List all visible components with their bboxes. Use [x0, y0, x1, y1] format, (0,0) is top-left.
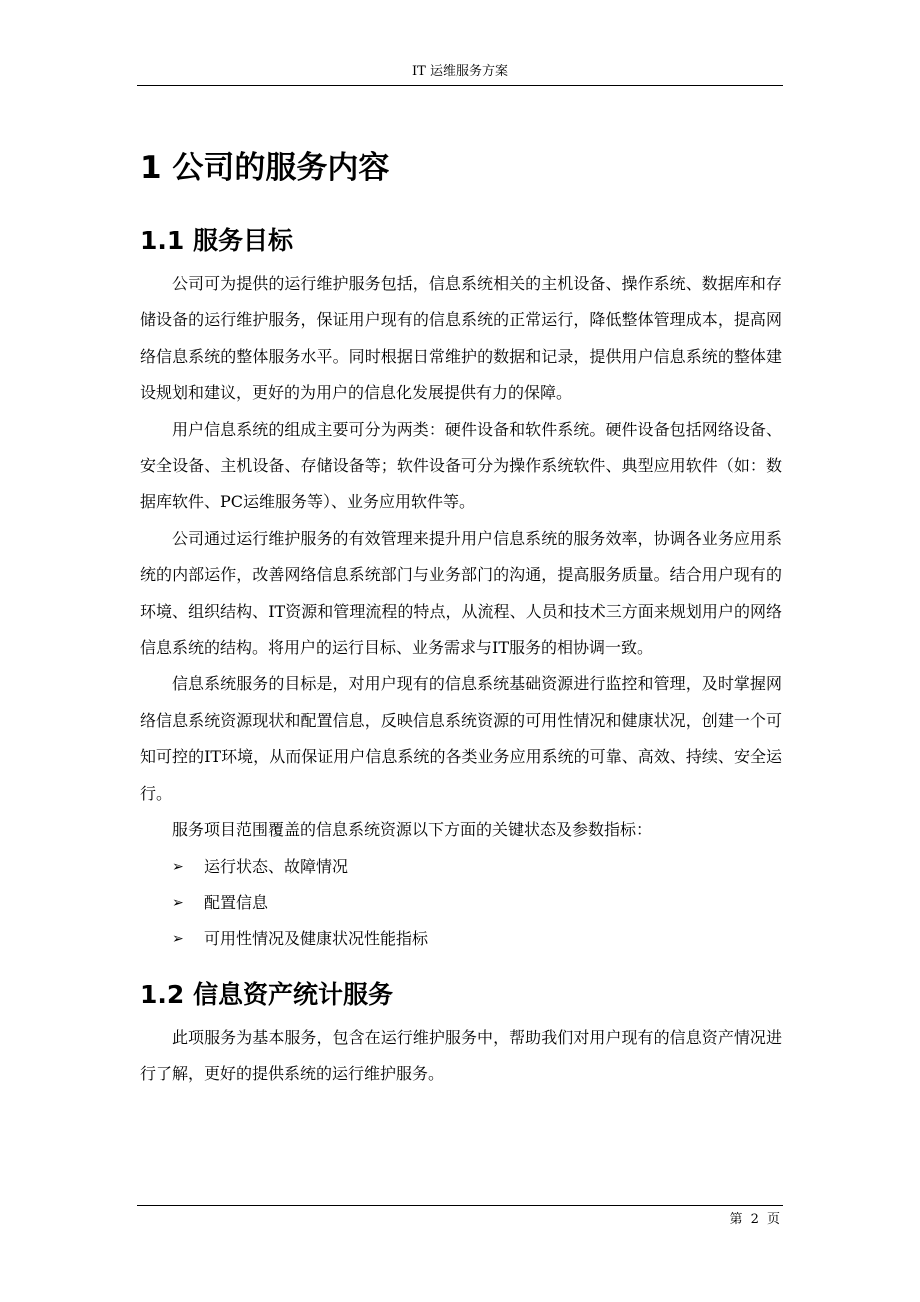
header-divider	[137, 85, 783, 86]
arrow-bullet-icon: ➢	[172, 858, 184, 875]
chapter-heading: 1 公司的服务内容	[140, 150, 390, 186]
list-item-text: 配置信息	[204, 892, 269, 912]
section-heading-1-1: 1.1 服务目标	[140, 226, 293, 255]
footer-divider	[137, 1205, 783, 1206]
paragraph: 公司可为提供的运行维护服务包括，信息系统相关的主机设备、操作系统、数据库和存储设备的运行维护服务，保证用户现有的信息系统的正常运行，降低整体管理成本，提高网络信息系统的整体服务水平。同时根据日常维护的数据和记录，提供用户信息系统的整体建设规划和建议，更好的为用户的信息化发展提供有力的保障。	[140, 274, 782, 403]
list-item-text: 可用性情况及健康状况性能指标	[204, 929, 429, 949]
list-item	[140, 921, 782, 957]
paragraph: 此项服务为基本服务，包含在运行维护服务中，帮助我们对用户现有的信息资产情况进行了解，更好的提供系统的运行维护服务。	[140, 1027, 782, 1084]
section-heading-1-2: 1.2 信息资产统计服务	[140, 979, 393, 1009]
paragraph: 服务项目范围覆盖的信息系统资源以下方面的关键状态及参数指标：	[172, 820, 653, 840]
paragraph: 用户信息系统的组成主要可分为两类：硬件设备和软件系统。硬件设备包括网络设备、安全设备、主机设备、存储设备等；软件设备可分为操作系统软件、典型应用软件（如：数据库软件、PC运维服务等）、业务应用软件等。	[140, 419, 782, 512]
arrow-bullet-icon: ➢	[172, 894, 184, 911]
paragraph: 公司通过运行维护服务的有效管理来提升用户信息系统的服务效率，协调各业务应用系统的内部运作，改善网络信息系统部门与业务部门的沟通，提高服务质量。结合用户现有的环境、组织结构、IT资源和管理流程的特点，从流程、人员和技术三方面来规划用户的网络信息系统的结构。将用户的运行目标、业务需求与IT服务的相协调一致。	[140, 528, 782, 658]
paragraph: 信息系统服务的目标是，对用户现有的信息系统基础资源进行监控和管理，及时掌握网络信息系统资源现状和配置信息，反映信息系统资源的可用性情况和健康状况，创建一个可知可控的IT环境，从而保证用户信息系统的各类业务应用系统的可靠、高效、持续、安全运行。	[140, 674, 782, 803]
page-number: 第 2 页	[729, 1212, 780, 1227]
bullet-list	[140, 849, 782, 958]
list-item-text: 运行状态、故障情况	[204, 856, 349, 876]
document-body	[140, 138, 782, 1093]
list-item	[140, 849, 782, 885]
list-item	[140, 885, 782, 921]
page-header: IT 运维服务方案	[412, 64, 508, 79]
arrow-bullet-icon: ➢	[172, 931, 184, 948]
